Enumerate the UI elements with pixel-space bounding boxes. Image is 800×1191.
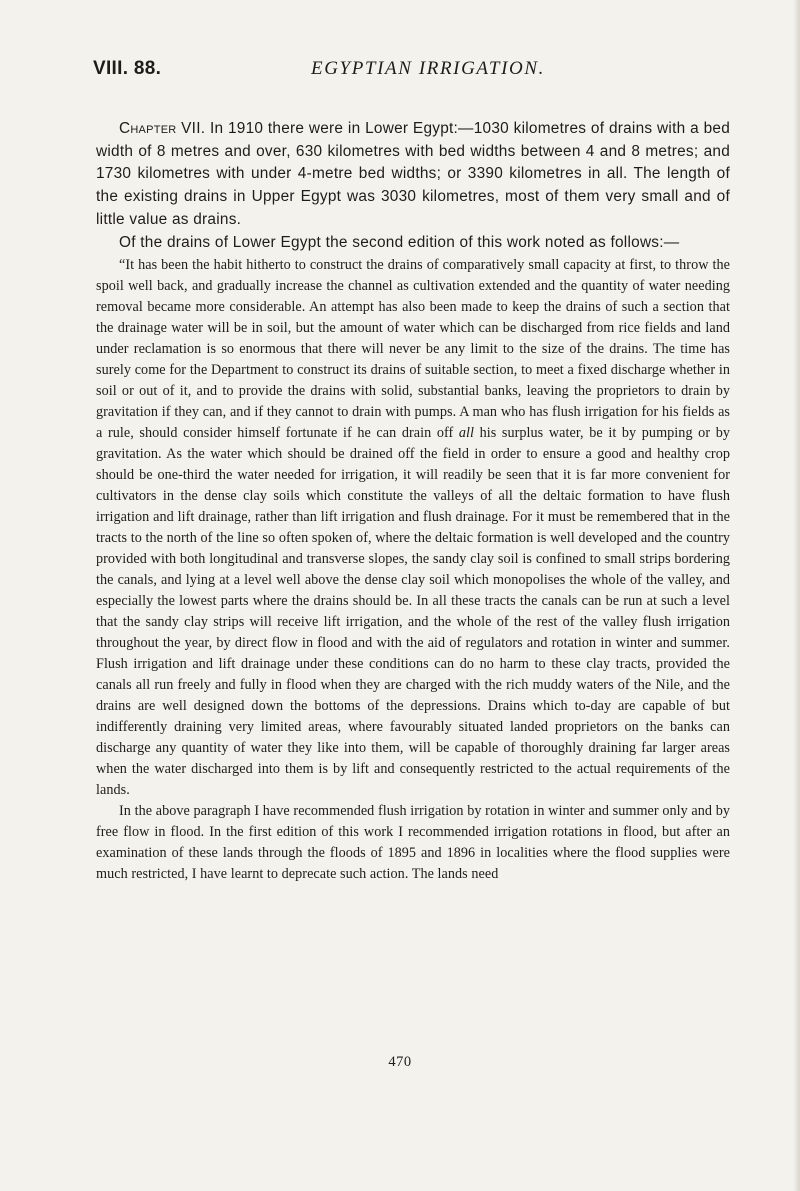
page-edge-shadow	[794, 0, 800, 1191]
paragraph-intro-quote: Of the drains of Lower Egypt the second edition of this work noted as follows:—	[119, 233, 680, 251]
page-number: 470	[388, 1054, 412, 1070]
running-header	[93, 58, 733, 88]
paragraph-text: In 1910 there were in Lower Egypt:—1030 kilometres of drains with a bed width of 8 metres and over, 630 kilometres with bed widths between 4 and 8 metres; and 1730 kilometres with under 4-metre bed widths; or 3390 kilometres in all. The length of the existing drains in Upper Egypt was 3030 kilometres, most of them very small and of little value as drains.	[96, 120, 731, 228]
page-body	[96, 118, 730, 885]
quote-emphasis: all	[458, 425, 475, 442]
paragraph-flush-irrigation: In the above paragraph I have recommended flush irrigation by rotation in winter and summer only and by free flow in flood. In the first edition of this work I recommended irrigation rotations in flood, but after an examination of these lands through the floods of 1895 and 1896 in localities where the flood supplies were much restricted, I have learnt to deprecate such action. The lands need	[96, 803, 730, 883]
paragraph-drain-lengths	[96, 118, 730, 232]
running-title: EGYPTIAN IRRIGATION.	[311, 58, 545, 79]
chapter-reference: Chapter VII.	[119, 120, 206, 137]
quote-text-part-2: his surplus water, be it by pumping or by gravitation. As the water which should be drained off the field in order to ensure a good and healthy crop should be one-third the water needed for irrigation, it will readily be seen that it is far more convenient for cultivators in the dense clay soils which constitute the valleys of all the deltaic formation to have flush irrigation and lift drainage, rather than lift irrigation and flush drainage. For it must be remembered that in the tracts to the north of the line so often spoken of, where the deltaic formation is well developed and the country provided with both longitudinal and transverse slopes, the sandy clay soil is confined to small strips bordering the canals, and lying at a level well above the dense clay soil which monopolises the whole of the valley, and especially the lowest parts where the drains should be. In all these tracts the canals can be run at such a level that the sandy clay strips will receive lift irrigation, and the whole of the rest of the valley flush irrigation throughout the year, by direct flow in flood and with the aid of regulators and rotation in winter and summer. Flush irrigation and lift drainage under these conditions can do no harm to these clay tracts, provided the canals all run freely and fully in flood when they are charged with the rich muddy waters of the Nile, and the drains are well designed down the bottoms of the depressions. Drains which to-day are capable of but indifferently draining very limited areas, where favourably situated landed proprietors on the banks can discharge any quantity of water they like into them, will be capable of thoroughly draining far larger areas when the water discharged into them is by lift and consequently restricted to the actual requirements of the lands.	[96, 425, 730, 799]
section-number: VIII. 88.	[93, 58, 162, 79]
quote-text-part-1: “It has been the habit hitherto to construct the drains of comparatively small capacity at first, to throw the spoil well back, and gradually increase the channel as cultivation extended and the quantity of water needing removal became more considerable. An attempt has also been made to keep the drains of such a section that the drainage water will be in soil, but the amount of water which can be discharged from rice fields and land under reclamation is so enormous that there will never be any limit to the size of the drains. The time has surely come for the Department to construct its drains of suitable section, to meet a fixed discharge whether in soil or out of it, and to provide the drains with solid, substantial banks, leaving the proprietors to drain by gravitation if they can, and if they cannot to drain with pumps. A man who has flush irrigation for his fields as a rule, should consider himself fortunate if he can drain off	[96, 257, 730, 442]
block-quote	[96, 255, 730, 801]
